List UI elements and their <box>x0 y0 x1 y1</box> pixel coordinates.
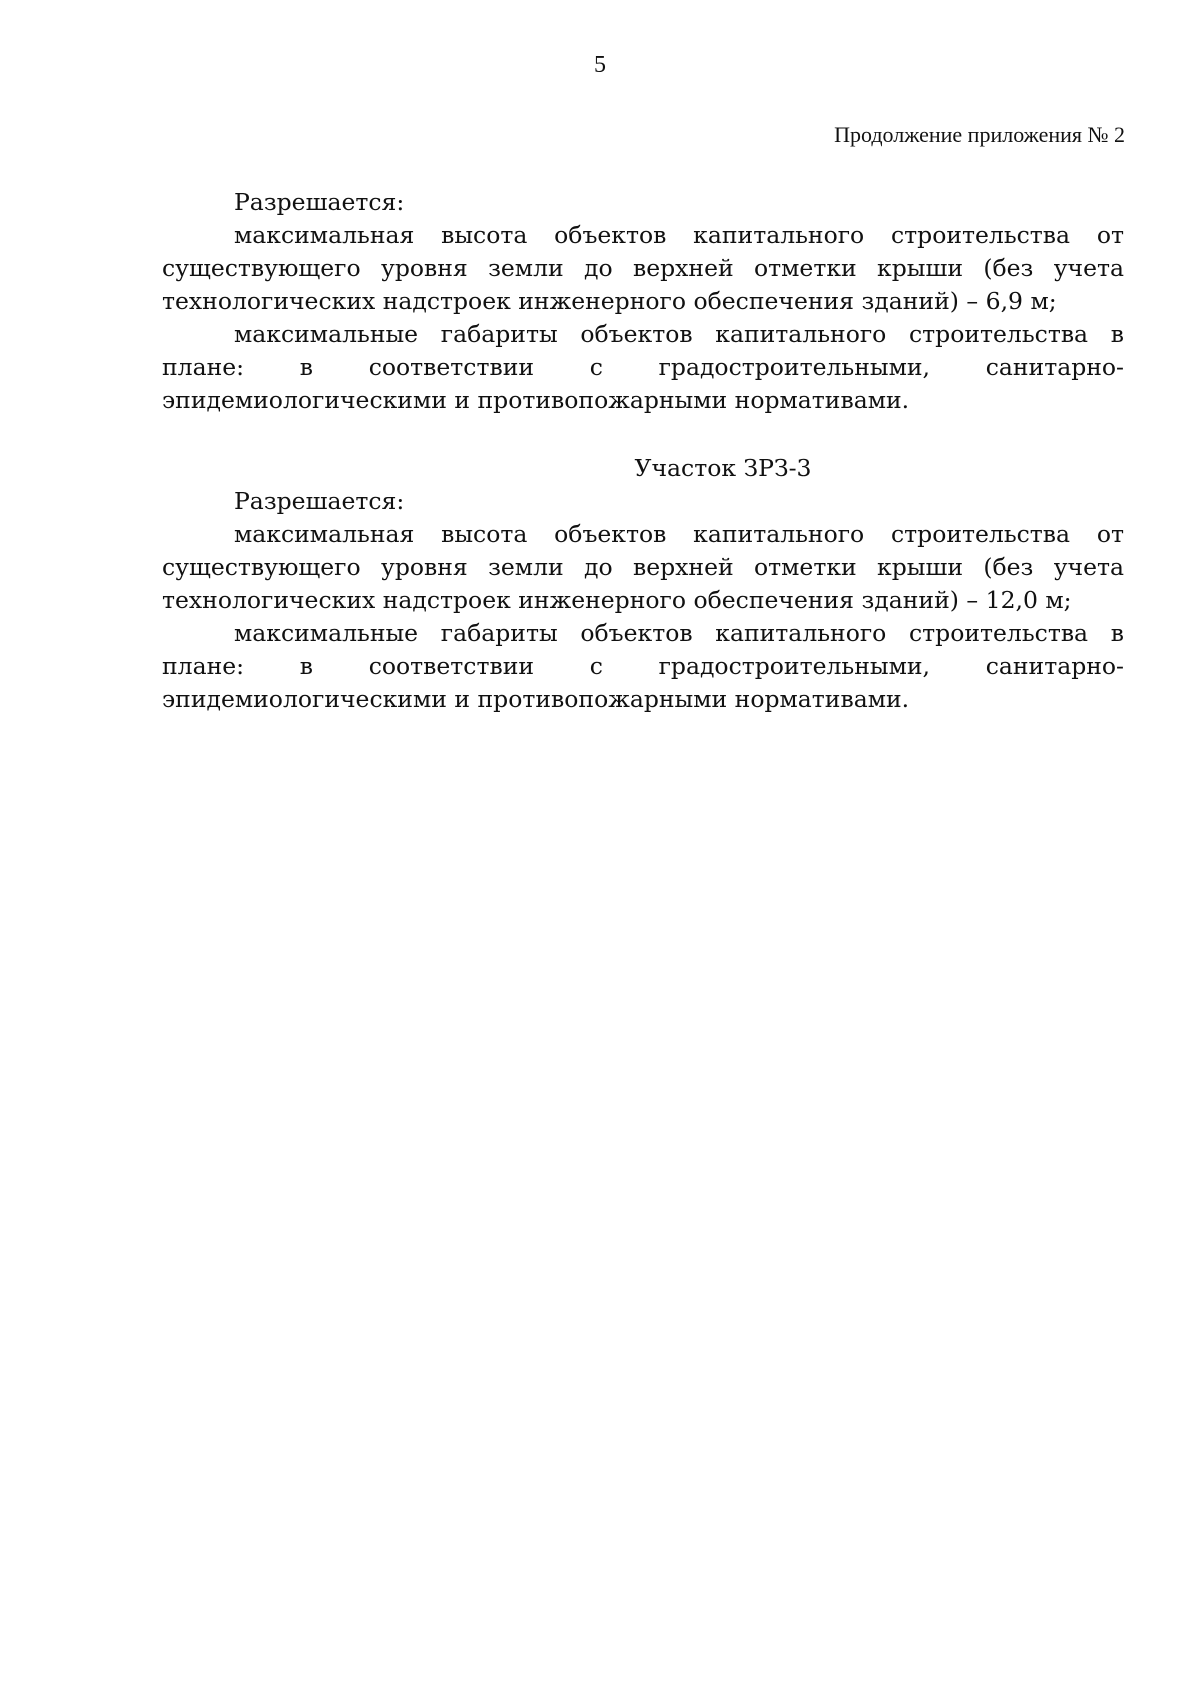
section-intro: Разрешается: <box>234 487 405 515</box>
max-dimensions-paragraph: максимальные габариты объектов капитального строительства в плане: в соответствии с градостроительными, санитарно- эпидемиологическими и противопожарными нормативами. <box>162 619 1124 713</box>
section-general <box>162 186 1124 417</box>
appendix-continuation-label: Продолжение приложения № 2 <box>834 122 1125 147</box>
section-intro: Разрешается: <box>234 188 405 216</box>
max-height-paragraph: максимальная высота объектов капитального строительства от существующего уровня земли до верхней отметки крыши (без учета технологических надстроек инженерного обеспечения зданий) – 6,9 м; <box>162 221 1124 315</box>
page-number: 5 <box>594 52 606 78</box>
max-dimensions-paragraph: максимальные габариты объектов капитального строительства в плане: в соответствии с градостроительными, санитарно-эпидемиологическими и противопожарными нормативами. <box>162 320 1124 414</box>
section-heading: Участок ЗРЗ-3 <box>634 454 812 482</box>
max-height-paragraph: максимальная высота объектов капитального строительства от существующего уровня земли до верхней отметки крыши (без учета технологических надстроек инженерного обеспечения зданий) – 12,0 м; <box>162 520 1124 614</box>
section-zrz-3 <box>162 452 1124 716</box>
